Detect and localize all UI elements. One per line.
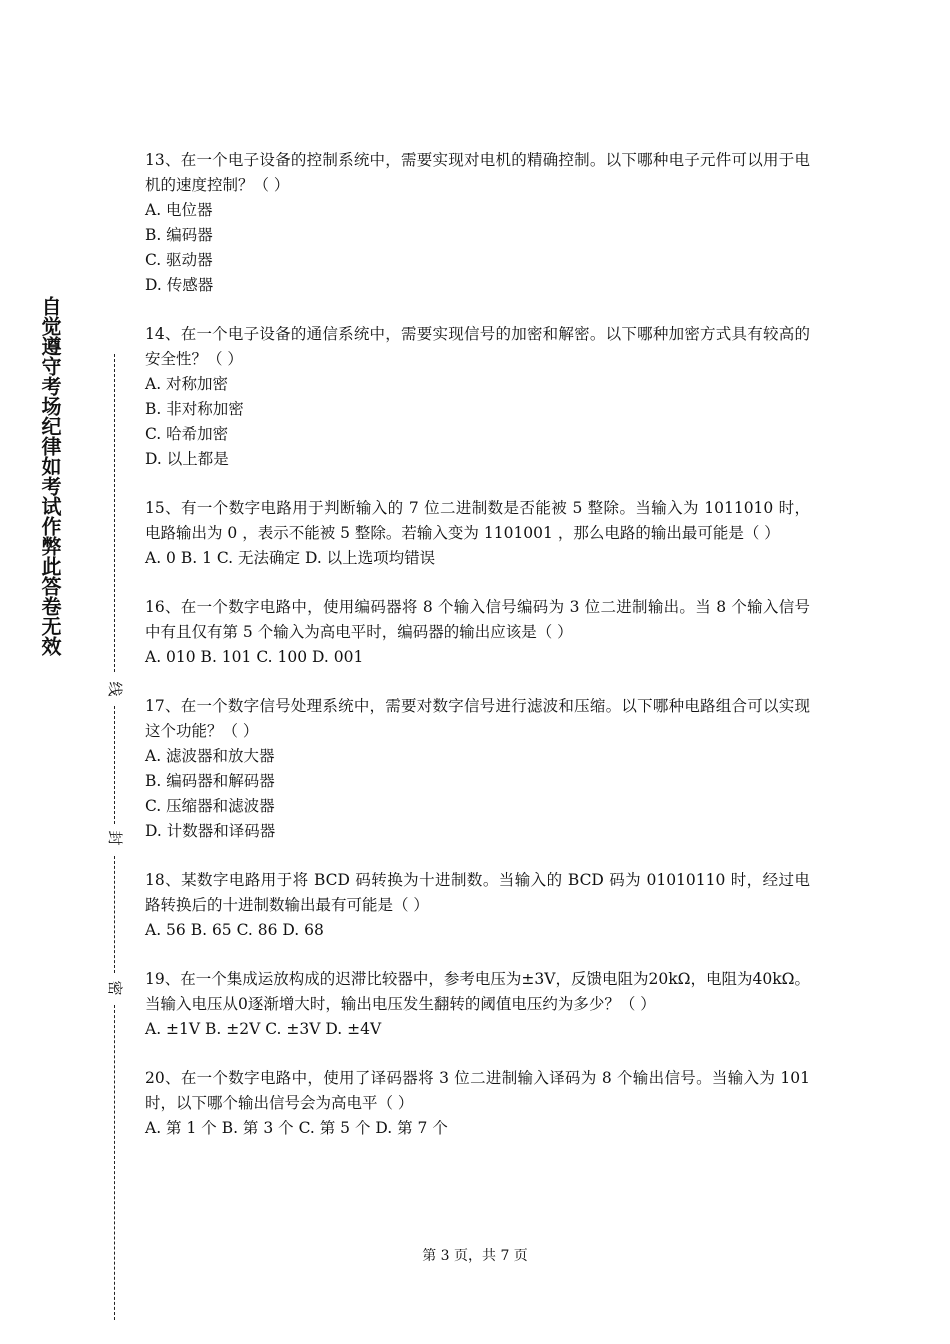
- question-text: 18、某数字电路用于将 BCD 码转换为十进制数。当输入的 BCD 码为 01010110 时，经过电路转换后的十进制数输出最有可能是（ ）: [145, 871, 810, 914]
- question-text: 14、在一个电子设备的通信系统中，需要实现信号的加密和解密。以下哪种加密方式具有较高的安全性？（ ）: [145, 325, 810, 368]
- question-16: [145, 595, 810, 670]
- seal-dashed-line-segment: [114, 1005, 115, 1320]
- question-text: 16、在一个数字电路中，使用编码器将 8 个输入信号编码为 3 位二进制输出。当 8 个输入信号中有且仅有第 5 个输入为高电平时，编码器的输出应该是（ ）: [145, 598, 810, 641]
- question-17: [145, 694, 810, 844]
- option-b: B. 编码器: [145, 226, 213, 244]
- seal-label-secret: 密: [106, 980, 124, 996]
- option-a: A. 对称加密: [145, 375, 229, 393]
- option-b: B. 非对称加密: [145, 400, 244, 418]
- option-a: A. 滤波器和放大器: [145, 747, 275, 765]
- question-20: [145, 1066, 810, 1141]
- question-19: [145, 967, 810, 1042]
- question-15: [145, 496, 810, 571]
- question-text: 15、有一个数字电路用于判断输入的 7 位二进制数是否能被 5 整除。当输入为 1011010 时，电路输出为 0 ，表示不能被 5 整除。若输入变为 1101001 ，那么电路的输出最可能是（ ）: [145, 499, 810, 542]
- seal-label-seal: 封: [106, 830, 124, 846]
- question-text: 19、在一个集成运放构成的迟滞比较器中，参考电压为±3V，反馈电阻为20kΩ，电阻为40kΩ。当输入电压从0逐渐增大时，输出电压发生翻转的阈值电压约为多少？（ ）: [145, 970, 810, 1013]
- option-a: A. 电位器: [145, 201, 213, 219]
- question-text: 20、在一个数字电路中，使用了译码器将 3 位二进制输入译码为 8 个输出信号。当输入为 101 时，以下哪个输出信号会为高电平（ ）: [145, 1069, 810, 1112]
- option-d: D. 传感器: [145, 276, 214, 294]
- seal-dashed-line-segment: [114, 706, 115, 824]
- options-line: A. ±1V B. ±2V C. ±3V D. ±4V: [145, 1020, 382, 1038]
- options-line: A. 第 1 个 B. 第 3 个 C. 第 5 个 D. 第 7 个: [145, 1119, 448, 1137]
- options-line: A. 0 B. 1 C. 无法确定 D. 以上选项均错误: [145, 549, 436, 567]
- question-text: 17、在一个数字信号处理系统中，需要对数字信号进行滤波和压缩。以下哪种电路组合可以实现这个功能？（ ）: [145, 697, 810, 740]
- question-text: 13、在一个电子设备的控制系统中，需要实现对电机的精确控制。以下哪种电子元件可以用于电机的速度控制？（ ）: [145, 151, 810, 194]
- option-c: C. 压缩器和滤波器: [145, 797, 275, 815]
- options-line: A. 56 B. 65 C. 86 D. 68: [145, 921, 324, 939]
- question-13: [145, 148, 810, 298]
- option-c: C. 哈希加密: [145, 425, 229, 443]
- option-d: D. 计数器和译码器: [145, 822, 276, 840]
- option-c: C. 驱动器: [145, 251, 213, 269]
- seal-dashed-line-segment: [114, 354, 115, 672]
- page-number-footer: 第 3 页，共 7 页: [422, 1248, 528, 1264]
- question-14: [145, 322, 810, 472]
- exam-discipline-warning: 自觉遵守考场纪律如考试作弊此答卷无效: [38, 296, 62, 656]
- question-18: [145, 868, 810, 943]
- seal-dashed-line-segment: [114, 856, 115, 973]
- seal-label-line: 线: [106, 681, 124, 697]
- option-b: B. 编码器和解码器: [145, 772, 275, 790]
- option-d: D. 以上都是: [145, 450, 229, 468]
- options-line: A. 010 B. 101 C. 100 D. 001: [145, 648, 364, 666]
- question-list: [145, 148, 810, 1165]
